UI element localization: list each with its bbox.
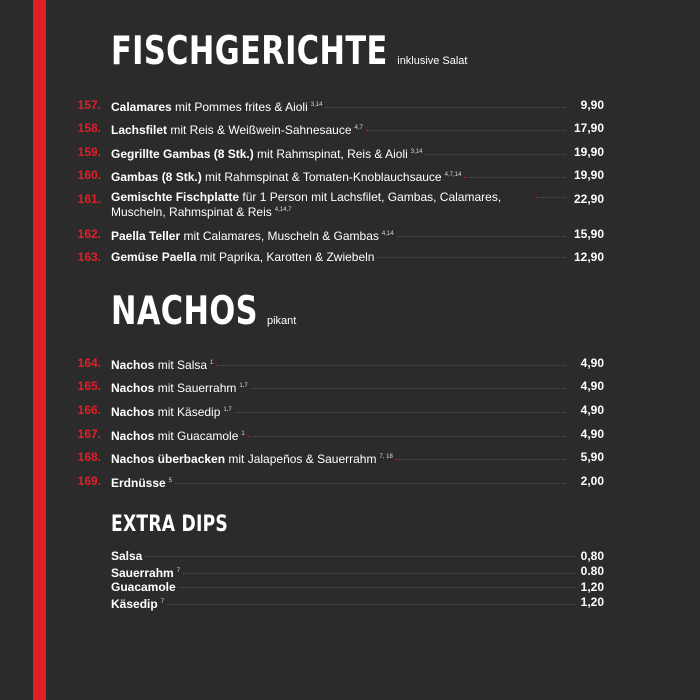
item-price: 9,90 <box>580 98 604 112</box>
dot-leader <box>248 436 566 437</box>
item-description: mit Sauerrahm <box>154 381 237 395</box>
item-name: Nachos überbacken <box>111 452 226 466</box>
menu-item <box>0 191 700 223</box>
dot-leader <box>377 257 566 258</box>
section-title-text: EXTRA DIPS <box>111 512 229 537</box>
dip-name: Salsa <box>111 549 143 563</box>
item-number: 166. <box>77 403 101 417</box>
dip-item <box>0 548 700 564</box>
item-number: 168. <box>77 450 101 464</box>
allergen-codes: 4,7 <box>354 125 363 131</box>
item-number: 158. <box>77 121 101 135</box>
dot-leader <box>397 236 566 237</box>
item-name: Lachsfilet <box>111 123 168 137</box>
item-description: mit Calamares, Muscheln & Gambas <box>180 229 379 243</box>
item-number: 164. <box>77 356 101 370</box>
section-subtitle: inklusive Salat <box>397 55 468 67</box>
section-title-text: FISCHGERICHTE <box>111 29 388 74</box>
item-number: 159. <box>77 145 101 159</box>
item-number: 167. <box>77 427 101 441</box>
item-price: 22,90 <box>573 192 604 206</box>
item-description: mit Rahmspinat, Reis & Aioli <box>253 147 408 161</box>
section-title-extra-dips <box>111 514 228 536</box>
item-description: mit Käsedip <box>154 405 221 419</box>
item-price: 4,90 <box>580 356 604 370</box>
dot-leader <box>167 604 576 605</box>
menu-item <box>0 144 700 160</box>
item-description: mit Jalapeños & Sauerrahm <box>225 452 377 466</box>
dot-leader <box>179 587 576 588</box>
dip-name: Guacamole <box>111 580 176 594</box>
allergen-codes: 1,7 <box>223 407 232 413</box>
item-price: 12,90 <box>573 250 604 264</box>
section-title-fischgerichte <box>111 29 468 74</box>
menu-item <box>0 97 700 113</box>
menu-item <box>0 226 700 242</box>
item-number: 161. <box>77 192 101 206</box>
item-price: 4,90 <box>580 403 604 417</box>
dip-item <box>0 563 700 579</box>
item-description: mit Guacamole <box>154 429 239 443</box>
dot-leader <box>183 573 576 574</box>
item-number: 169. <box>77 474 101 488</box>
item-price: 19,90 <box>573 168 604 182</box>
item-number: 162. <box>77 227 101 241</box>
item-description-line2: Muscheln, Rahmspinat & Reis <box>111 205 272 219</box>
dot-leader <box>235 412 566 413</box>
allergen-codes: 7 <box>160 599 165 605</box>
item-number: 163. <box>77 250 101 264</box>
dip-item <box>0 594 700 610</box>
allergen-codes: 5 <box>168 478 173 484</box>
allergen-codes: 1 <box>210 360 214 366</box>
allergen-codes: 1,7 <box>239 383 248 389</box>
dot-leader <box>366 130 566 131</box>
menu-item <box>0 449 700 465</box>
section-subtitle: pikant <box>267 315 297 327</box>
dot-leader <box>175 483 566 484</box>
dip-price: 1,20 <box>580 580 604 594</box>
menu-item <box>0 473 700 489</box>
item-price: 4,90 <box>580 379 604 393</box>
dot-leader <box>325 107 566 108</box>
dip-price: 1,20 <box>580 595 604 609</box>
menu-item <box>0 355 700 371</box>
dot-leader <box>396 459 566 460</box>
dip-item <box>0 579 700 595</box>
dip-name: Sauerrahm <box>111 566 174 580</box>
item-description: mit Reis & Weißwein-Sahnesauce <box>167 123 352 137</box>
item-name: Gambas (8 Stk.) <box>111 170 202 184</box>
item-number: 157. <box>77 98 101 112</box>
allergen-codes: 3,14 <box>310 102 323 108</box>
menu-item <box>0 402 700 418</box>
item-name: Nachos <box>111 358 155 372</box>
item-price: 17,90 <box>573 121 604 135</box>
allergen-codes: 7, 18 <box>379 454 393 460</box>
dip-price: 0,80 <box>580 549 604 563</box>
item-description: mit Paprika, Karotten & Zwiebeln <box>196 250 375 264</box>
allergen-codes: 3,14 <box>410 149 423 155</box>
item-name: Paella Teller <box>111 229 181 243</box>
item-name: Nachos <box>111 429 155 443</box>
section-title-nachos <box>111 289 297 334</box>
item-price: 19,90 <box>573 145 604 159</box>
section-title-text: NACHOS <box>111 289 258 334</box>
dot-leader <box>536 197 566 198</box>
dot-leader <box>464 177 566 178</box>
allergen-codes: 1 <box>241 431 245 437</box>
menu-item <box>0 378 700 394</box>
menu-item <box>0 426 700 442</box>
dot-leader <box>251 388 566 389</box>
allergen-codes: 4,14,7 <box>274 207 292 213</box>
item-price: 5,90 <box>580 450 604 464</box>
allergen-codes: 4,7,14 <box>444 172 462 178</box>
dot-leader <box>216 365 566 366</box>
dip-price: 0.80 <box>580 564 604 578</box>
dip-name: Käsedip <box>111 597 158 611</box>
dot-leader <box>145 556 576 557</box>
item-name: Nachos <box>111 405 155 419</box>
item-name: Nachos <box>111 381 155 395</box>
item-name: Erdnüsse <box>111 476 166 490</box>
item-name: Gemüse Paella <box>111 250 197 264</box>
item-number: 160. <box>77 168 101 182</box>
menu-item <box>0 249 700 265</box>
item-name: Gemischte Fischplatte <box>111 190 240 204</box>
allergen-codes: 7 <box>176 568 181 574</box>
item-description: mit Salsa <box>154 358 208 372</box>
allergen-codes: 4,14 <box>381 231 394 237</box>
item-name: Calamares <box>111 100 172 114</box>
item-description: mit Pommes frites & Aioli <box>171 100 308 114</box>
item-price: 2,00 <box>580 474 604 488</box>
item-number: 165. <box>77 379 101 393</box>
item-price: 15,90 <box>573 227 604 241</box>
item-description: für 1 Person mit Lachsfilet, Gambas, Calamares, <box>239 190 502 204</box>
item-price: 4,90 <box>580 427 604 441</box>
dot-leader <box>425 154 566 155</box>
item-description: mit Rahmspinat & Tomaten-Knoblauchsauce <box>201 170 442 184</box>
item-name: Gegrillte Gambas (8 Stk.) <box>111 147 254 161</box>
menu-item <box>0 167 700 183</box>
menu-item <box>0 120 700 136</box>
